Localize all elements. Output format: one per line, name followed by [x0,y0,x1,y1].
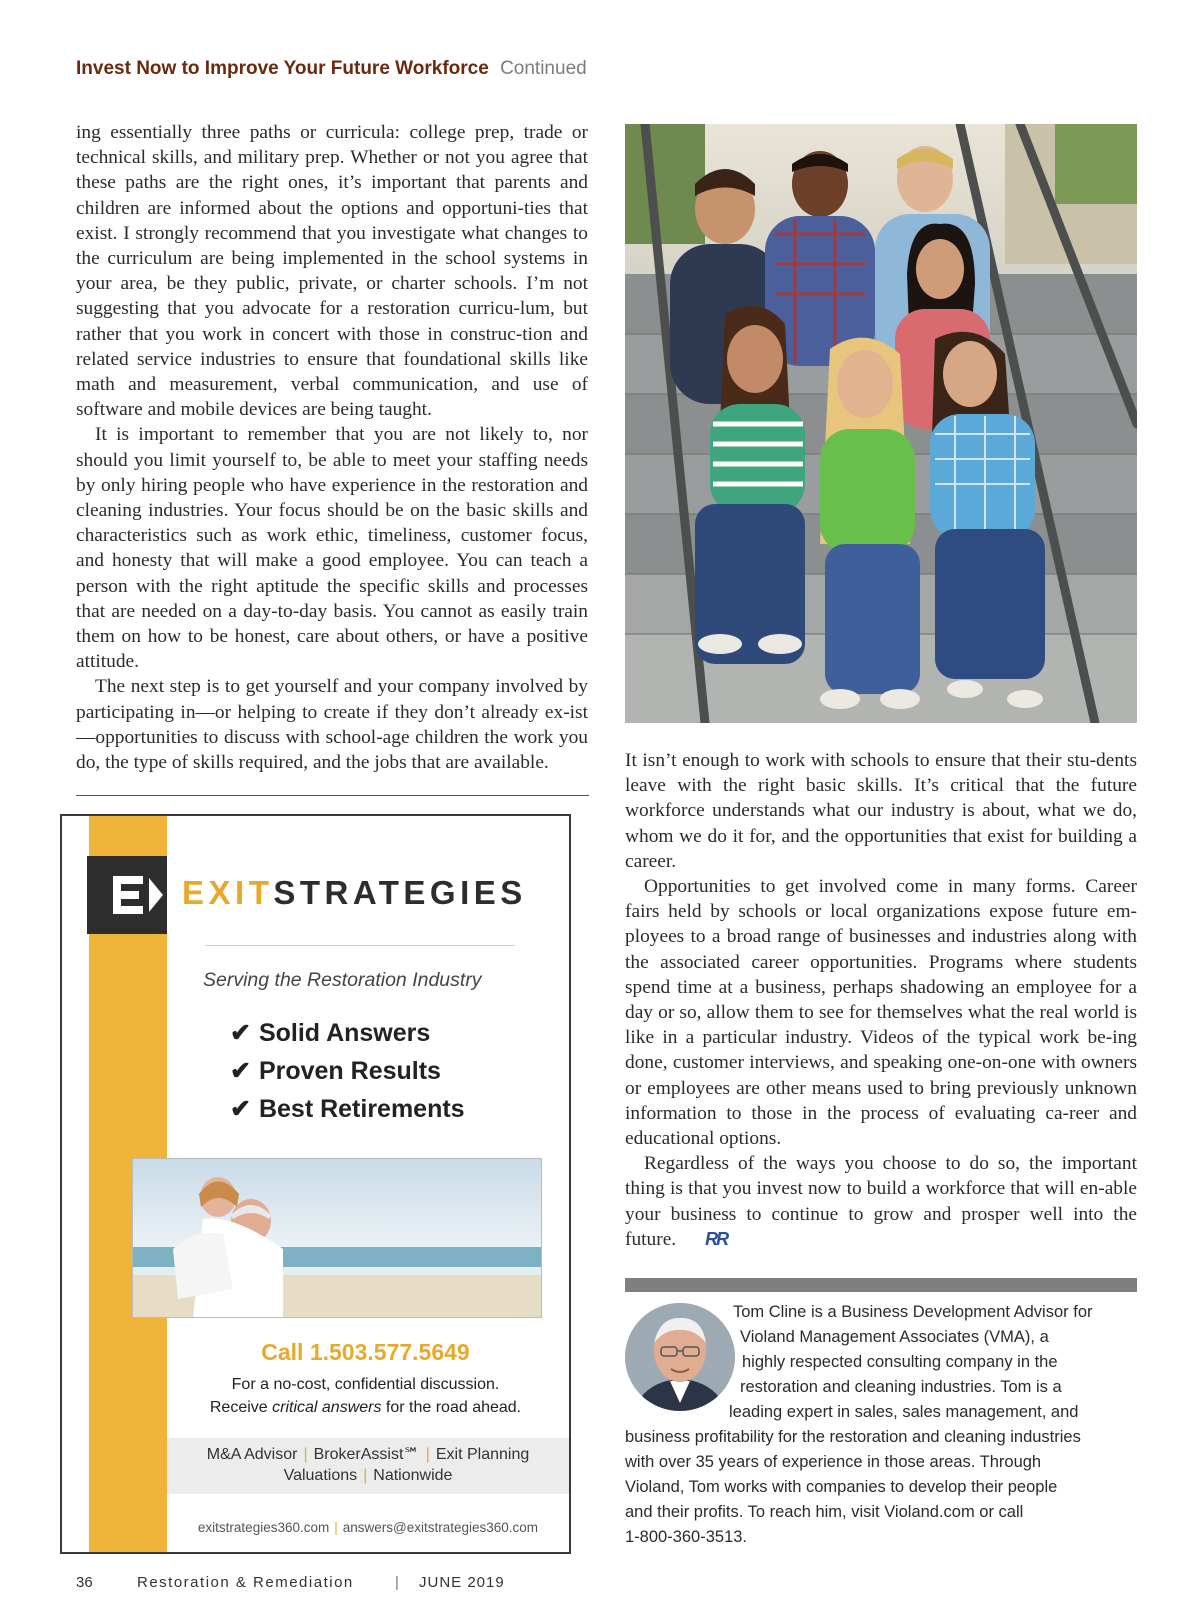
checkmark-icon: ✔ [230,1095,251,1123]
bio-text-line: highly respected consulting company in the [742,1353,1058,1371]
ad-tagline: Serving the Restoration Industry [203,969,482,991]
body-paragraph: It is important to remember that you are not likely to, nor should you limit yourself to, be able to meet your staffing needs by only hiring people who have experience in the restoration and cleaning industries. Your focus should be on the basic skills and characteristics such as work ethic, timeliness, customer focus, and honesty that will make a good employee. You can teach a person with the right aptitude the specific skills and processes that are needed on a day-to-day basis. You cannot as easily train them on how to be honest, care about others, or have a positive attitude. [76,424,588,673]
ad-offer-line: Receive critical answers for the road ahead. [209,1399,522,1416]
ad-beach-couple-image [132,1158,542,1318]
article-title: Invest Now to Improve Your Future Workforce [76,58,489,79]
bio-text-line: Violand Management Associates (VMA), a [740,1328,1049,1346]
ad-services-row: M&A Advisor | BrokerAssist℠ | Exit Planning [206,1446,530,1463]
checkmark-icon: ✔ [230,1057,251,1085]
bio-text-line: business profitability for the restoration and cleaning industries [625,1428,1081,1446]
bio-text-line: and their profits. To reach him, visit Violand.com or call [625,1503,1024,1521]
left-text-column [76,120,588,775]
ad-services-row: Valuations | Nationwide [283,1467,453,1484]
magazine-name: Restoration & Remediation [137,1574,354,1591]
ad-benefits-list [230,1018,465,1132]
body-paragraph: ing essentially three paths or curricula: college prep, trade or technical skills, and military prep. Whether or not you agree that these paths are the right ones, it’s important that parents and children are informed about the options and opportuni-ties that exist. I strongly recommend that you investigate what changes to the curriculum are being implemented in the school systems in your area, be they public, private, or charter schools. I’m not suggesting that you advocate for a restoration curricu-lum, but rather that you work in concert with those in construc-tion and related service industries to ensure that foundational skills like math and measurement, verbal communication, and use of software and mobile devices are being taught. [76,122,588,421]
ad-email-link[interactable]: answers@exitstrategies360.com [342,1520,539,1535]
continued-label: Continued [500,58,587,79]
bio-text-line: leading expert in sales, sales management, and [729,1403,1079,1421]
end-of-article-mark: RR [705,1228,728,1249]
bio-text-line: Tom Cline is a Business Development Advisor for [733,1303,1093,1321]
bio-text-line: restoration and cleaning industries. Tom is a [740,1378,1062,1396]
bio-text-line: Violand, Tom works with companies to develop their people [625,1478,1058,1496]
issue-date: JUNE 2019 [419,1574,505,1591]
author-avatar [625,1303,735,1411]
footer-separator: | [395,1574,399,1591]
ad-offer-line: For a no-cost, confidential discussion. [231,1376,500,1393]
page-number: 36 [76,1574,93,1591]
ad-brand-name: EXITSTRATEGIES [182,874,527,911]
ad-divider [205,945,515,946]
benefit-item: ✔ Proven Results [230,1057,441,1085]
benefit-item: ✔ Best Retirements [230,1095,465,1123]
body-paragraph: Regardless of the ways you choose to do so, the important thing is that you invest now to build a workforce that will en-able your business to continue to grow and prosper well into the future. [625,1153,1137,1250]
bio-text-line: with over 35 years of experience in those areas. Through [625,1453,1042,1471]
body-paragraph: It isn’t enough to work with schools to ensure that their stu-dents leave with the right basic skills. It’s critical that the future workforce understands what our industry is about, what we do, whom we do it for, and the opportunities that exist for building a career. [625,750,1137,872]
bio-text-line: 1-800-360-3513. [625,1528,748,1546]
body-paragraph: The next step is to get yourself and your company involved by participating in—or helping to create if they don’t already ex-ist—opportunities to discuss with school-age children the work you do, the type of skills required, and the jobs that are available. [76,676,588,774]
exit-strategies-advertisement[interactable] [60,814,571,1554]
benefit-item: ✔ Solid Answers [230,1019,431,1047]
ad-top-rule [76,795,589,796]
ad-phone-number[interactable]: Call 1.503.577.5649 [261,1339,470,1365]
body-paragraph: Opportunities to get involved come in many forms. Career fairs held by schools or local organizations expose future em-ployees to a broad range of businesses and industries along with the associated career opportunities. Programs where students spend time at a business, perhaps shadowing an employee for a day or so, allow them to see for themselves what the real world is like in a particular industry. Videos of the typical work be-ing done, customer interviews, and speaking one-on-one with owners or employees are other means used to bring previously unknown information to those in the process of evaluating ca-reer and educational options. [625,876,1137,1150]
running-head [76,58,587,80]
students-on-stairs-image [625,124,1137,723]
ad-contact-footer: exitstrategies360.com | answers@exitstrategies360.com [197,1520,539,1535]
checkmark-icon: ✔ [230,1019,251,1047]
bio-divider-bar [625,1278,1137,1292]
exit-strategies-logo-icon [87,856,167,934]
right-text-column [625,748,1137,1252]
students-photo [625,124,1137,723]
ad-website-link[interactable]: exitstrategies360.com [197,1520,330,1535]
